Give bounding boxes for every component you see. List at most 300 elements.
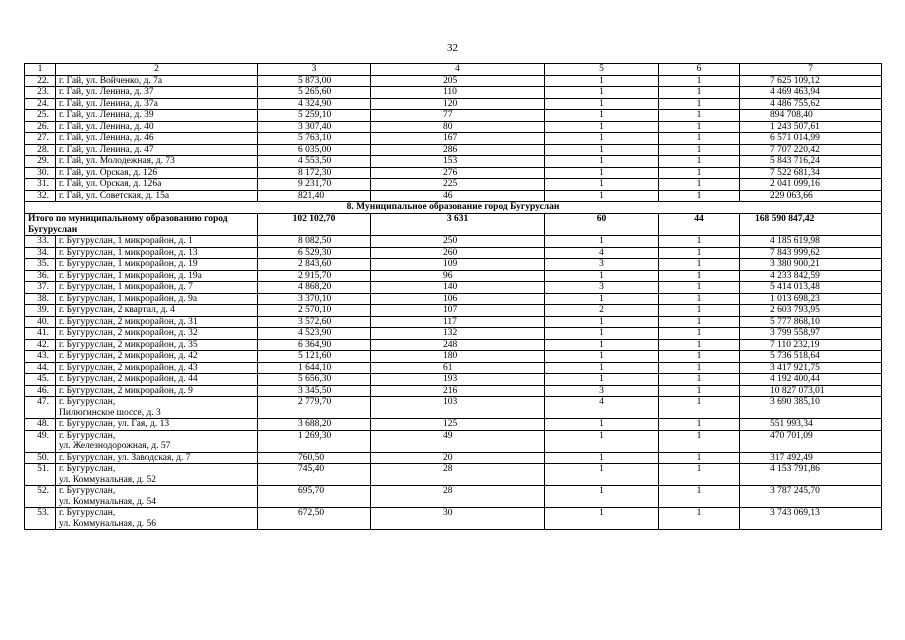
residents-cell: 96: [371, 270, 545, 282]
cost-cell: 1 013 698,23: [740, 293, 882, 305]
column-6-cell: 1: [659, 110, 740, 122]
row-number-cell: 30.: [25, 167, 56, 179]
area-cell: 4 868,20: [258, 282, 371, 294]
column-6-cell: 1: [659, 282, 740, 294]
address-line: г. Бугуруслан,: [59, 430, 116, 441]
address-cell: [56, 87, 258, 99]
cost-cell: 4 469 463,94: [740, 87, 882, 99]
row-number-cell: 37.: [25, 282, 56, 294]
area-cell: 821,40: [258, 190, 371, 202]
column-6-cell: 1: [659, 293, 740, 305]
address-line: г. Бугуруслан, 1 микрорайон, д. 7: [59, 282, 193, 292]
cost-cell: 4 233 842,59: [740, 270, 882, 282]
cost-cell: 5 736 518,64: [740, 351, 882, 363]
area-cell: 3 370,10: [258, 293, 371, 305]
residents-cell: 180: [371, 351, 545, 363]
column-6-cell: 1: [659, 133, 740, 145]
column-5-cell: 1: [545, 144, 659, 156]
cost-cell: 551 993,34: [740, 419, 882, 431]
address-line: г. Бугуруслан, 2 микрорайон, д. 32: [59, 328, 198, 338]
address-line: г. Бугуруслан, 1 микрорайон, д. 9а: [59, 293, 198, 304]
address-line: г. Бугуруслан,: [59, 508, 116, 518]
address-cell: [56, 397, 258, 419]
residents-cell: 110: [371, 87, 545, 99]
row-number-cell: 31.: [25, 179, 56, 191]
column-5-cell: 3: [545, 282, 659, 294]
address-cell: [56, 385, 258, 397]
column-5-cell: 1: [545, 133, 659, 145]
column-5-cell: 1: [545, 190, 659, 202]
column-6-cell: 1: [659, 430, 740, 452]
column-5-cell: 1: [545, 419, 659, 431]
header-cell: 6: [659, 64, 740, 76]
table-row: [25, 508, 882, 530]
address-cell: [56, 121, 258, 133]
table-row: [25, 247, 882, 259]
address-cell: [56, 339, 258, 351]
address-cell: [56, 419, 258, 431]
column-6-cell: 1: [659, 385, 740, 397]
area-cell: 6 035,00: [258, 144, 371, 156]
residents-cell: 80: [371, 121, 545, 133]
row-number-cell: 49.: [25, 430, 56, 452]
column-6-cell: 1: [659, 247, 740, 259]
section-title: 8. Муниципальное образование город Бугуруслан: [25, 202, 882, 214]
row-number-cell: 43.: [25, 351, 56, 363]
row-number-cell: 44.: [25, 362, 56, 374]
column-6-cell: 1: [659, 328, 740, 340]
column-5-cell: 1: [545, 452, 659, 464]
residents-cell: 225: [371, 179, 545, 191]
address-cell: [56, 110, 258, 122]
column-5-cell: 1: [545, 236, 659, 248]
table-row: [25, 179, 882, 191]
column-6-cell: 1: [659, 259, 740, 271]
residents-cell: 106: [371, 293, 545, 305]
address-cell: [56, 179, 258, 191]
column-5-cell: 1: [545, 270, 659, 282]
table-row: [25, 98, 882, 110]
residents-cell: 109: [371, 259, 545, 271]
row-number-cell: 34.: [25, 247, 56, 259]
address-cell: [56, 486, 258, 508]
column-5-cell: 1: [545, 87, 659, 99]
residents-cell: 216: [371, 385, 545, 397]
area-cell: 4 523,90: [258, 328, 371, 340]
residents-cell: 260: [371, 247, 545, 259]
column-6-cell: 1: [659, 339, 740, 351]
column-6-cell: 1: [659, 305, 740, 317]
table-row: [25, 385, 882, 397]
area-cell: 5 873,00: [258, 75, 371, 87]
column-6-cell: 1: [659, 190, 740, 202]
cost-cell: 894 708,40: [740, 110, 882, 122]
address-line: г. Гай, ул. Молодежная, д. 73: [59, 156, 175, 166]
cost-cell: 4 153 791,86: [740, 464, 882, 486]
residents-cell: 153: [371, 156, 545, 168]
table-row: [25, 351, 882, 363]
residents-cell: 120: [371, 98, 545, 110]
column-5-cell: 1: [545, 110, 659, 122]
address-line: г. Бугуруслан,: [59, 397, 116, 407]
column-5-cell: 1: [545, 374, 659, 386]
row-number-cell: 36.: [25, 270, 56, 282]
total-label: Итого по муниципальному образованию город Бугуруслан: [25, 214, 258, 236]
area-cell: 672,50: [258, 508, 371, 530]
cost-cell: 5 414 013,48: [740, 282, 882, 294]
row-number-cell: 50.: [25, 452, 56, 464]
column-5-cell: 1: [545, 351, 659, 363]
total-residents-cell: 3 631: [371, 214, 545, 236]
area-cell: 2 915,70: [258, 270, 371, 282]
column-5-cell: 1: [545, 430, 659, 452]
column-5-cell: 1: [545, 167, 659, 179]
cost-cell: 4 185 619,98: [740, 236, 882, 248]
table-row: [25, 133, 882, 145]
table-row: [25, 282, 882, 294]
address-cell: [56, 293, 258, 305]
column-6-cell: 1: [659, 236, 740, 248]
address-cell: [56, 259, 258, 271]
row-number-cell: 23.: [25, 87, 56, 99]
address-line: г. Бугуруслан,: [59, 486, 116, 496]
address-cell: [56, 282, 258, 294]
column-6-cell: 1: [659, 98, 740, 110]
address-line: г. Гай, ул. Ленина, д. 46: [59, 133, 154, 143]
address-line: г. Гай, ул. Ленина, д. 39: [59, 110, 154, 120]
register-table-body: [25, 64, 882, 530]
column-5-cell: 3: [545, 385, 659, 397]
area-cell: 3 345,50: [258, 385, 371, 397]
address-cell: [56, 351, 258, 363]
total-area-cell: 102 102,70: [258, 214, 371, 236]
address-cell: [56, 508, 258, 530]
table-row: [25, 419, 882, 431]
cost-cell: 2 041 099,16: [740, 179, 882, 191]
column-5-cell: 1: [545, 486, 659, 508]
table-row: [25, 430, 882, 452]
area-cell: 3 307,40: [258, 121, 371, 133]
cost-cell: 470 701,09: [740, 430, 882, 452]
row-number-cell: 47.: [25, 397, 56, 419]
header-cell: 4: [371, 64, 545, 76]
cost-cell: 7 522 681,34: [740, 167, 882, 179]
area-cell: 2 843,60: [258, 259, 371, 271]
area-cell: 1 644,10: [258, 362, 371, 374]
area-cell: 5 259,10: [258, 110, 371, 122]
total-row: [25, 214, 882, 236]
row-number-cell: 51.: [25, 464, 56, 486]
address-line: г. Бугуруслан, 2 микрорайон, д. 43: [59, 362, 198, 373]
row-number-cell: 40.: [25, 316, 56, 328]
area-cell: 760,50: [258, 452, 371, 464]
column-5-cell: 1: [545, 316, 659, 328]
table-row: [25, 486, 882, 508]
residents-cell: 46: [371, 190, 545, 202]
column-5-cell: 1: [545, 75, 659, 87]
row-number-cell: 53.: [25, 508, 56, 530]
address-cell: [56, 270, 258, 282]
residents-cell: 193: [371, 374, 545, 386]
cost-cell: 3 417 921,75: [740, 362, 882, 374]
column-5-cell: 1: [545, 179, 659, 191]
column-6-cell: 1: [659, 156, 740, 168]
area-cell: 5 265,60: [258, 87, 371, 99]
table-row: [25, 362, 882, 374]
area-cell: 3 688,20: [258, 419, 371, 431]
column-6-cell: 1: [659, 374, 740, 386]
residents-cell: 125: [371, 419, 545, 431]
column-6-cell: 1: [659, 464, 740, 486]
area-cell: 2 570,10: [258, 305, 371, 317]
column-5-cell: 1: [545, 339, 659, 351]
address-line: г. Гай, ул. Ленина, д. 37а: [59, 98, 158, 109]
residents-cell: 49: [371, 430, 545, 452]
cost-cell: 5 843 716,24: [740, 156, 882, 168]
address-line: г. Гай, ул. Ленина, д. 40: [59, 121, 154, 132]
row-number-cell: 42.: [25, 339, 56, 351]
cost-cell: 7 625 109,12: [740, 75, 882, 87]
area-cell: 9 231,70: [258, 179, 371, 191]
area-cell: 4 324,90: [258, 98, 371, 110]
table-row: [25, 339, 882, 351]
residents-cell: 107: [371, 305, 545, 317]
address-line: г. Бугуруслан, 2 микрорайон, д. 44: [59, 374, 198, 384]
area-cell: 5 656,30: [258, 374, 371, 386]
address-cell: [56, 430, 258, 452]
table-row: [25, 144, 882, 156]
column-5-cell: 4: [545, 397, 659, 419]
total-cost-cell: 168 590 847,42: [740, 214, 882, 236]
column-6-cell: 1: [659, 270, 740, 282]
residents-cell: 140: [371, 282, 545, 294]
table-row: [25, 110, 882, 122]
section-title-row: [25, 202, 882, 214]
area-cell: 3 572,60: [258, 316, 371, 328]
address-line: г. Бугуруслан, 1 микрорайон, д. 13: [59, 247, 198, 258]
header-cell: 1: [25, 64, 56, 76]
column-6-cell: 1: [659, 179, 740, 191]
column-5-cell: 1: [545, 121, 659, 133]
cost-cell: 2 603 793,95: [740, 305, 882, 317]
residents-cell: 28: [371, 486, 545, 508]
row-number-cell: 52.: [25, 486, 56, 508]
address-line: г. Бугуруслан, ул. Заводская, д. 7: [59, 452, 191, 463]
table-row: [25, 190, 882, 202]
table-row: [25, 328, 882, 340]
total-column-6-cell: 44: [659, 214, 740, 236]
page-number: 32: [447, 42, 458, 54]
cost-cell: 7 843 999,62: [740, 247, 882, 259]
header-cell: 7: [740, 64, 882, 76]
cost-cell: 5 777 868,10: [740, 316, 882, 328]
area-cell: 8 082,50: [258, 236, 371, 248]
row-number-cell: 33.: [25, 236, 56, 248]
address-line: г. Бугуруслан, 2 микрорайон, д. 35: [59, 339, 198, 350]
column-6-cell: 1: [659, 397, 740, 419]
address-line: г. Бугуруслан, 2 микрорайон, д. 42: [59, 351, 198, 361]
address-cell: [56, 464, 258, 486]
header-cell: 5: [545, 64, 659, 76]
table-row: [25, 293, 882, 305]
address-line: г. Гай, ул. Ленина, д. 47: [59, 144, 154, 155]
area-cell: 6 364,90: [258, 339, 371, 351]
area-cell: 695,70: [258, 486, 371, 508]
total-column-5-cell: 60: [545, 214, 659, 236]
residents-cell: 167: [371, 133, 545, 145]
address-line: г. Гай, ул. Орская, д. 126: [59, 167, 158, 178]
column-5-cell: 1: [545, 156, 659, 168]
row-number-cell: 29.: [25, 156, 56, 168]
address-line: ул. Коммунальная, д. 54: [59, 496, 156, 507]
column-5-cell: 3: [545, 259, 659, 271]
cost-cell: 3 380 900,21: [740, 259, 882, 271]
address-cell: [56, 98, 258, 110]
cost-cell: 3 743 069,13: [740, 508, 882, 530]
column-5-cell: 1: [545, 464, 659, 486]
row-number-cell: 27.: [25, 133, 56, 145]
row-number-cell: 22.: [25, 75, 56, 87]
row-number-cell: 38.: [25, 293, 56, 305]
address-cell: [56, 305, 258, 317]
residents-cell: 276: [371, 167, 545, 179]
row-number-cell: 46.: [25, 385, 56, 397]
header-row: [25, 64, 882, 76]
residents-cell: 28: [371, 464, 545, 486]
row-number-cell: 26.: [25, 121, 56, 133]
header-cell: 3: [258, 64, 371, 76]
address-cell: [56, 156, 258, 168]
table-row: [25, 236, 882, 248]
residents-cell: 61: [371, 362, 545, 374]
column-5-cell: 1: [545, 362, 659, 374]
column-5-cell: 1: [545, 293, 659, 305]
table-row: [25, 316, 882, 328]
row-number-cell: 35.: [25, 259, 56, 271]
table-row: [25, 305, 882, 317]
row-number-cell: 45.: [25, 374, 56, 386]
cost-cell: 3 799 558,97: [740, 328, 882, 340]
residents-cell: 286: [371, 144, 545, 156]
cost-cell: 317 492,49: [740, 452, 882, 464]
address-cell: [56, 316, 258, 328]
column-5-cell: 1: [545, 328, 659, 340]
area-cell: 2 779,70: [258, 397, 371, 419]
residents-cell: 117: [371, 316, 545, 328]
area-cell: 745,40: [258, 464, 371, 486]
table-row: [25, 259, 882, 271]
residents-cell: 103: [371, 397, 545, 419]
table-row: [25, 87, 882, 99]
column-6-cell: 1: [659, 508, 740, 530]
table-row: [25, 156, 882, 168]
table-row: [25, 397, 882, 419]
table-row: [25, 167, 882, 179]
column-6-cell: 1: [659, 351, 740, 363]
cost-cell: 4 192 400,44: [740, 374, 882, 386]
address-cell: [56, 328, 258, 340]
address-line: г. Бугуруслан, 1 микрорайон, д. 19: [59, 259, 198, 269]
cost-cell: 7 110 232,19: [740, 339, 882, 351]
column-6-cell: 1: [659, 167, 740, 179]
address-cell: [56, 374, 258, 386]
address-line: г. Бугуруслан, ул. Гая, д. 13: [59, 419, 170, 429]
address-line: г. Бугуруслан, 1 микрорайон, д. 19а: [59, 270, 202, 281]
address-cell: [56, 236, 258, 248]
cost-cell: 6 571 014,99: [740, 133, 882, 145]
column-6-cell: 1: [659, 87, 740, 99]
address-line: г. Бугуруслан, 2 микрорайон, д. 31: [59, 316, 198, 327]
cost-cell: 10 827 073,01: [740, 385, 882, 397]
column-5-cell: 4: [545, 247, 659, 259]
address-cell: [56, 144, 258, 156]
cost-cell: 3 690 385,10: [740, 397, 882, 419]
residents-cell: 205: [371, 75, 545, 87]
column-6-cell: 1: [659, 362, 740, 374]
column-6-cell: 1: [659, 316, 740, 328]
cost-cell: 1 243 507,61: [740, 121, 882, 133]
row-number-cell: 28.: [25, 144, 56, 156]
residents-cell: 30: [371, 508, 545, 530]
column-5-cell: 1: [545, 508, 659, 530]
address-line: ул. Коммунальная, д. 52: [59, 474, 156, 485]
row-number-cell: 39.: [25, 305, 56, 317]
table-row: [25, 452, 882, 464]
row-number-cell: 48.: [25, 419, 56, 431]
column-6-cell: 1: [659, 452, 740, 464]
column-6-cell: 1: [659, 75, 740, 87]
area-cell: 5 763,10: [258, 133, 371, 145]
address-cell: [56, 247, 258, 259]
address-line: Пилюгинское шоссе, д. 3: [59, 407, 161, 418]
table-row: [25, 121, 882, 133]
residents-cell: 250: [371, 236, 545, 248]
row-number-cell: 41.: [25, 328, 56, 340]
address-line: г. Гай, ул. Советская, д. 15а: [59, 190, 170, 201]
column-6-cell: 1: [659, 419, 740, 431]
address-line: г. Гай, ул. Ленина, д. 37: [59, 87, 154, 97]
area-cell: 1 269,30: [258, 430, 371, 452]
table-row: [25, 75, 882, 87]
table-row: [25, 270, 882, 282]
row-number-cell: 25.: [25, 110, 56, 122]
residents-cell: 20: [371, 452, 545, 464]
cost-cell: 4 486 755,62: [740, 98, 882, 110]
area-cell: 8 172,30: [258, 167, 371, 179]
address-line: г. Бугуруслан, 2 микрорайон, д. 9: [59, 385, 193, 396]
address-cell: [56, 133, 258, 145]
cost-cell: 229 063,66: [740, 190, 882, 202]
address-cell: [56, 362, 258, 374]
table-row: [25, 464, 882, 486]
address-line: г. Гай, ул. Орская, д. 126а: [59, 179, 162, 189]
table-row: [25, 374, 882, 386]
column-6-cell: 1: [659, 121, 740, 133]
residents-cell: 77: [371, 110, 545, 122]
register-table: [24, 63, 882, 530]
area-cell: 4 553,50: [258, 156, 371, 168]
address-line: г. Бугуруслан, 1 микрорайон, д. 1: [59, 236, 193, 246]
area-cell: 6 529,30: [258, 247, 371, 259]
residents-cell: 248: [371, 339, 545, 351]
address-cell: [56, 190, 258, 202]
area-cell: 5 121,60: [258, 351, 371, 363]
row-number-cell: 24.: [25, 98, 56, 110]
address-cell: [56, 75, 258, 87]
row-number-cell: 32.: [25, 190, 56, 202]
address-line: ул. Коммунальная, д. 56: [59, 518, 156, 529]
header-cell: 2: [56, 64, 258, 76]
